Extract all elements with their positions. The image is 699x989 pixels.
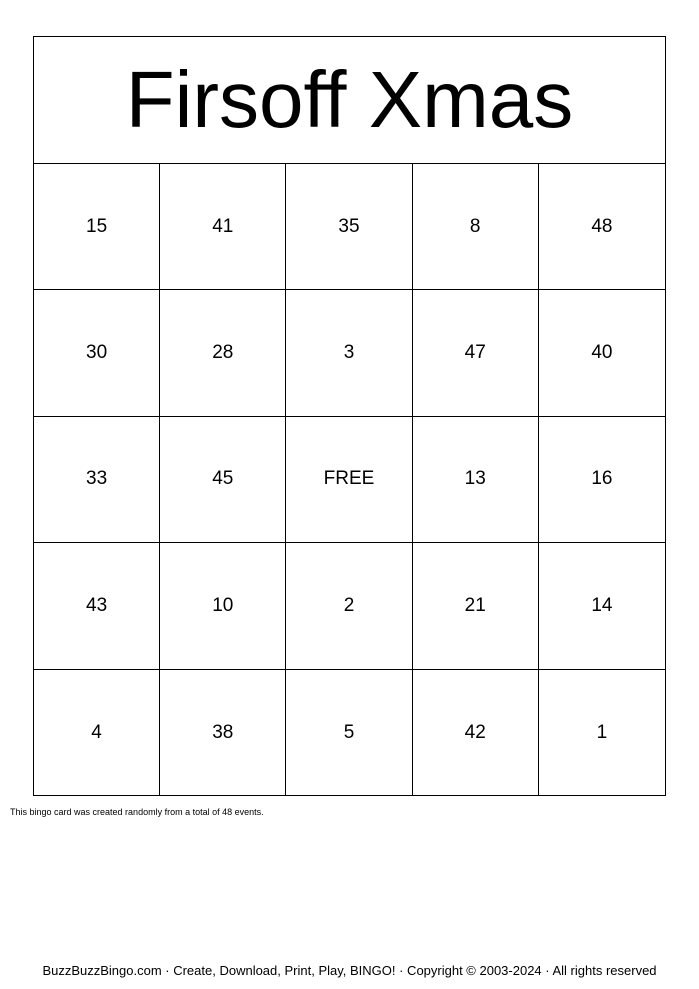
footer-text: BuzzBuzzBingo.com · Create, Download, Print, Play, BINGO! · Copyright © 2003-2024 · All rights reserved <box>42 963 657 978</box>
card-title: Firsoff Xmas <box>34 37 665 164</box>
bingo-cell: 5 <box>286 670 412 796</box>
bingo-cell: 41 <box>160 164 286 290</box>
bingo-cell: 14 <box>539 543 665 669</box>
bingo-cell: 16 <box>539 417 665 543</box>
bingo-cell: 47 <box>413 290 539 416</box>
bingo-cell: 3 <box>286 290 412 416</box>
bingo-cell: 48 <box>539 164 665 290</box>
bingo-cell: 8 <box>413 164 539 290</box>
bingo-cell: 2 <box>286 543 412 669</box>
bingo-card <box>33 36 666 796</box>
bingo-cell: 38 <box>160 670 286 796</box>
bingo-cell: 40 <box>539 290 665 416</box>
bingo-cell: 28 <box>160 290 286 416</box>
bingo-cell: 45 <box>160 417 286 543</box>
bingo-cell: 43 <box>34 543 160 669</box>
bingo-cell: 35 <box>286 164 412 290</box>
bingo-cell: 13 <box>413 417 539 543</box>
bingo-cell: 15 <box>34 164 160 290</box>
bingo-cell: 42 <box>413 670 539 796</box>
free-space-cell: FREE <box>286 417 412 543</box>
bingo-grid <box>34 164 665 796</box>
bingo-cell: 21 <box>413 543 539 669</box>
bingo-cell: 1 <box>596 721 608 743</box>
card-note: This bingo card was created randomly from a total of 48 events. <box>10 807 264 817</box>
bingo-cell: 10 <box>160 543 286 669</box>
bingo-cell: 4 <box>34 670 160 796</box>
bingo-cell: 33 <box>34 417 160 543</box>
bingo-cell: 30 <box>34 290 160 416</box>
